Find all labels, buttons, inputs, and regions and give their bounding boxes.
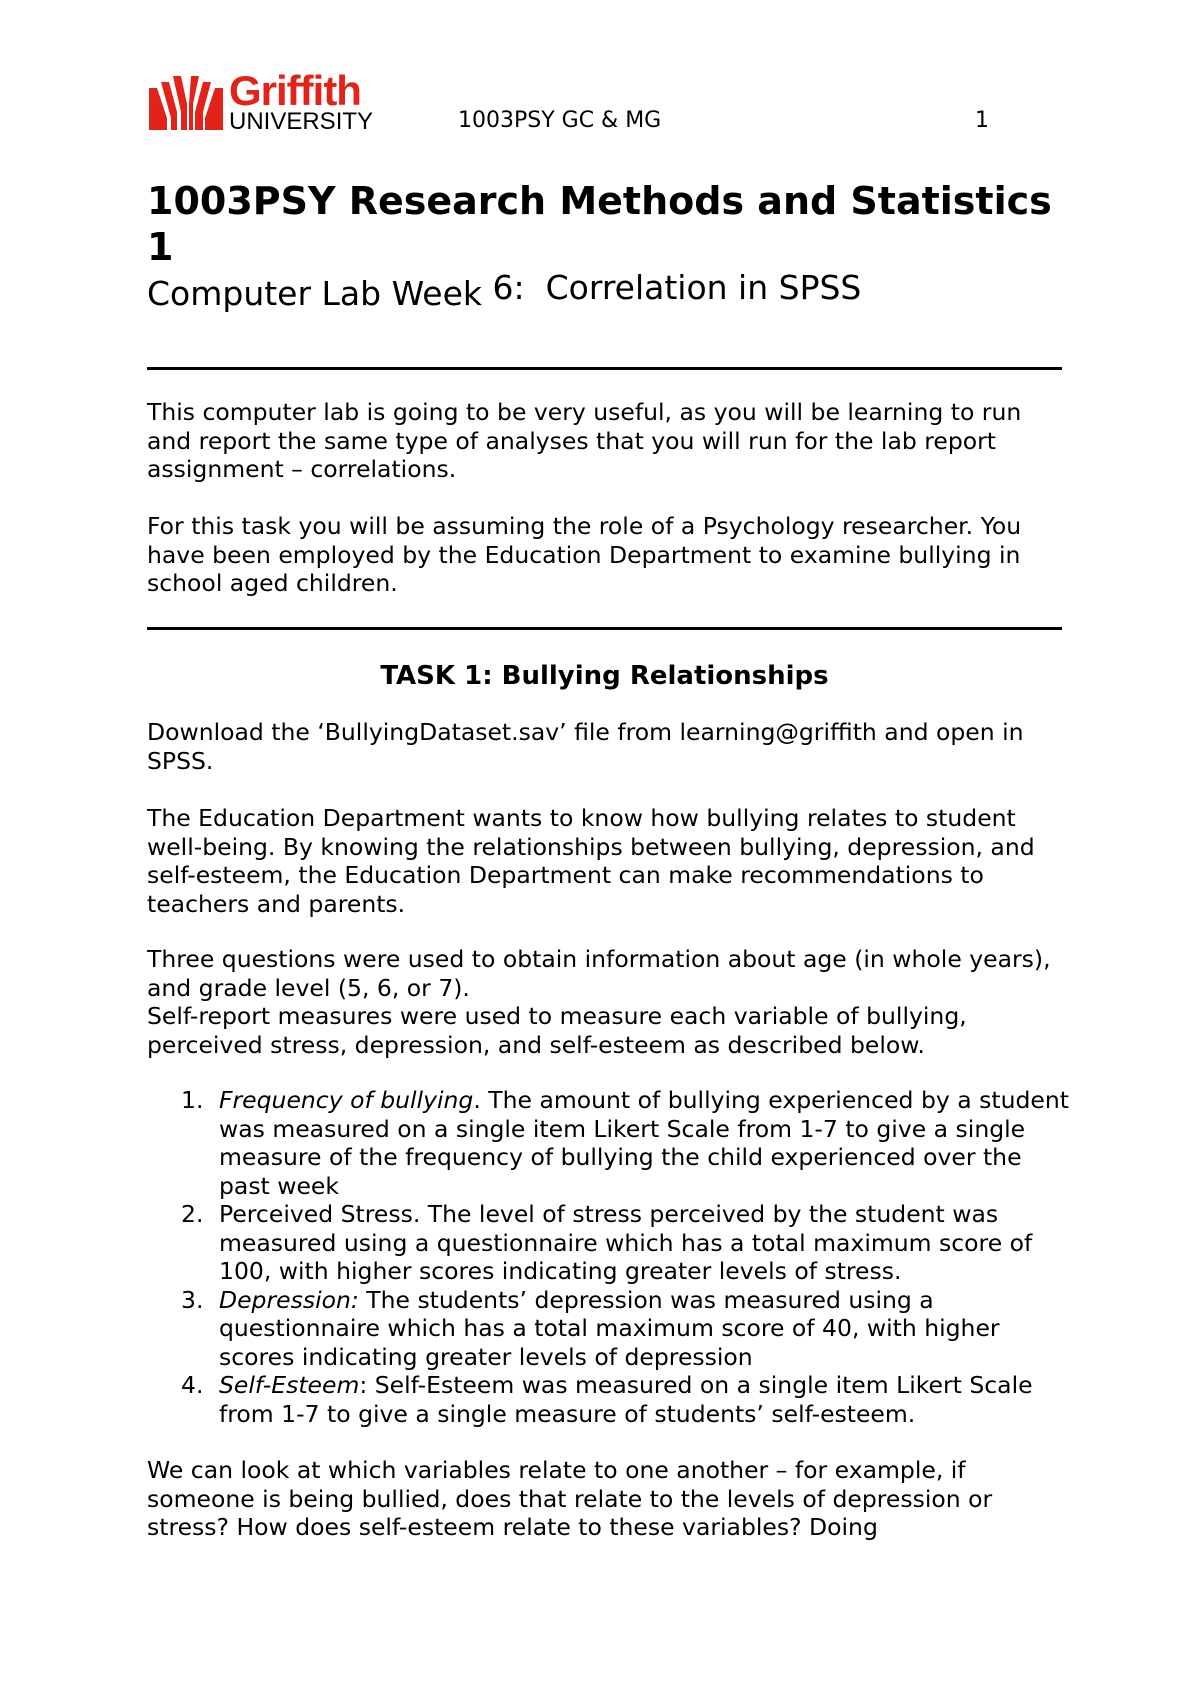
list-item-term: Depression:	[219, 1285, 359, 1314]
list-item	[147, 1086, 1072, 1200]
task-1-paragraph-2: The Education Department wants to know how bullying relates to student well-being. By knowing the relationships between bullying, depression, and self-esteem, the Education Department can make recommendations to teachers and parents.	[147, 804, 1035, 918]
subtitle-topic: Correlation in SPSS	[524, 268, 862, 307]
task-1-paragraph-4: We can look at which variables relate to one another – for example, if someone is being bullied, does that relate to the levels of depression or stress? How does self-esteem relate to these variables? Doing	[147, 1456, 993, 1541]
list-item	[147, 1286, 1072, 1372]
divider-middle	[147, 627, 1062, 630]
list-item	[147, 1371, 1072, 1428]
list-item-number: 3.	[181, 1285, 204, 1314]
page-number: 1	[975, 108, 989, 133]
logo-wordmark: Griffith	[229, 67, 361, 114]
list-item-text: . The amount of bullying experienced by a student was measured on a single item Likert Scale from 1-7 to give a single measure of the frequency of bullying the child experienced over the past week	[219, 1086, 1069, 1200]
document-title: 1003PSY Research Methods and Statistics 1	[147, 179, 1052, 269]
task-1-paragraph-1: Download the ‘BullyingDataset.sav’ file from learning@griffith and open in SPSS.	[147, 718, 1024, 775]
subtitle-week-number: 6:	[492, 268, 525, 307]
list-item-term: Self-Esteem	[219, 1371, 360, 1399]
list-item-term: Frequency of bullying	[219, 1086, 474, 1114]
divider-top	[147, 367, 1062, 370]
subtitle-lab-week: Computer Lab Week	[147, 274, 493, 313]
list-item	[147, 1200, 1072, 1286]
intro-paragraph-1: This computer lab is going to be very useful, as you will be learning to run and report the same type of analyses that you will run for the lab report assignment – correlations.	[147, 398, 1022, 483]
intro-paragraph-2: For this task you will be assuming the role of a Psychology researcher. You have been employed by the Education Department to examine bullying in school aged children.	[147, 512, 1022, 597]
list-item-text: : Self-Esteem was measured on a single item Likert Scale from 1-7 to give a single measure of students’ self-esteem.	[219, 1371, 1033, 1428]
measures-list	[147, 1086, 1072, 1428]
list-item-number: 2.	[181, 1200, 204, 1228]
task-1-heading: TASK 1: Bullying Relationships	[380, 661, 829, 691]
griffith-university-logo	[147, 67, 387, 136]
document-subtitle	[147, 268, 862, 314]
list-item-number: 4.	[181, 1371, 204, 1399]
task-1-paragraph-3b: Self-report measures were used to measure each variable of bullying, perceived stress, depression, and self-esteem as described below.	[147, 1002, 967, 1059]
logo-subtext: UNIVERSITY	[229, 108, 374, 135]
griffith-crest-icon	[147, 74, 225, 136]
header-course-code: 1003PSY GC & MG	[458, 108, 662, 133]
list-item-text: The students’ depression was measured using a questionnaire which has a total maximum score of 40, with higher scores indicating greater levels of depression	[219, 1285, 1000, 1371]
list-item-text: Perceived Stress. The level of stress perceived by the student was measured using a questionnaire which has a total maximum score of 100, with higher scores indicating greater levels of stress.	[219, 1200, 1033, 1285]
list-item-number: 1.	[181, 1086, 204, 1114]
task-1-paragraph-3a: Three questions were used to obtain information about age (in whole years), and grade level (5, 6, or 7).	[147, 945, 1051, 1002]
